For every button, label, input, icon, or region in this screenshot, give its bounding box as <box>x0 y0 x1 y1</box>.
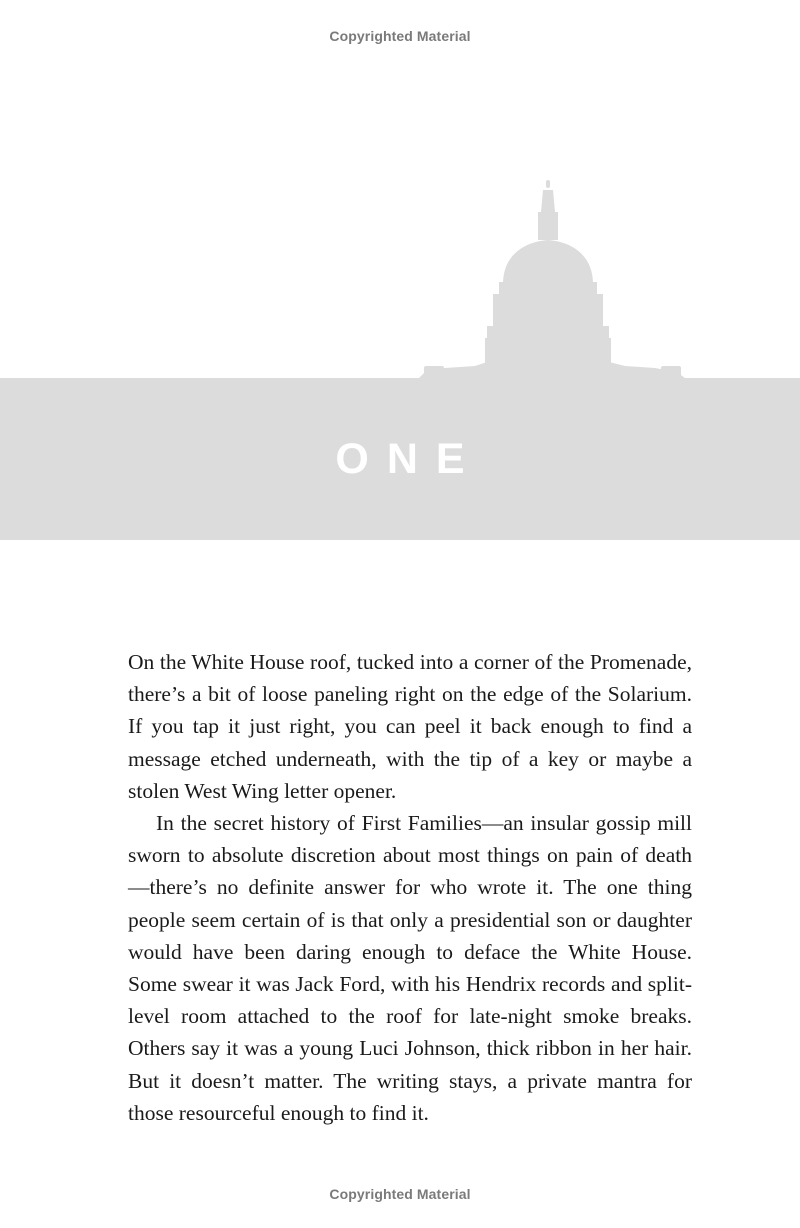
capitol-dome-icon <box>415 176 690 382</box>
copyright-watermark-bottom: Copyrighted Material <box>329 1186 471 1202</box>
paragraph: On the White House roof, tucked into a corner of the Promenade, there’s a bit of loose paneling right on the edge of the Solarium. If you tap it just right, you can peel it back enough to find a message etched underneath, with the tip of a key or maybe a stolen West Wing letter opener. <box>128 650 692 803</box>
chapter-title: ONE <box>335 435 483 483</box>
paragraph: In the secret history of First Families—an insular gossip mill sworn to absolute discretion about most things on pain of death—there’s no definite answer for who wrote it. The one thing people seem certain of is that only a presidential son or daughter would have been daring enough to deface the White House. Some swear it was Jack Ford, with his Hendrix records and split-level room attached to the roof for late-night smoke breaks. Others say it was a young Luci Johnson, thick ribbon in her hair. But it doesn’t matter. The writing stays, a private mantra for those resourceful enough to find it. <box>128 811 692 1125</box>
chapter-body-text <box>128 646 692 1129</box>
copyright-watermark-top: Copyrighted Material <box>329 28 471 44</box>
